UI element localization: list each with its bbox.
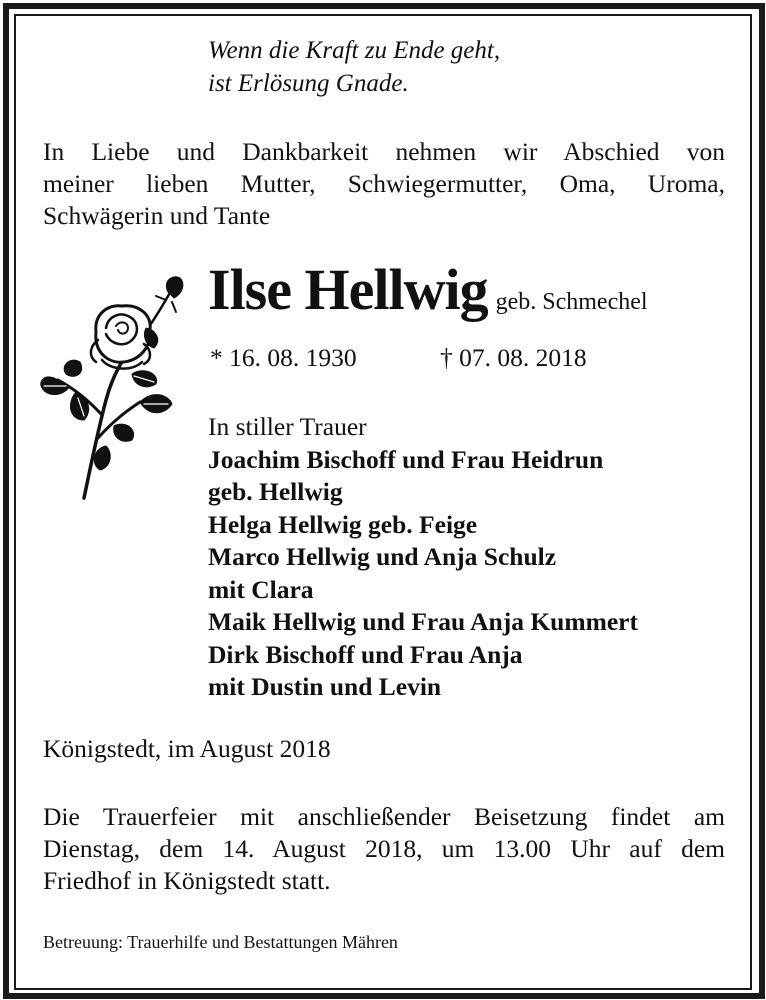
ceremony-line: Die Trauerfeier mit anschließender Beisetzung findet am: [43, 802, 725, 831]
ceremony-text: [43, 801, 725, 897]
deceased-name: Ilse Hellwig: [208, 257, 488, 322]
mourners-intro: In stiller Trauer: [208, 412, 367, 441]
ceremony-line: Dienstag, dem 14. August 2018, um 13.00 Uhr auf dem: [43, 834, 725, 863]
place-date: Königstedt, im August 2018: [43, 734, 331, 763]
motto: [208, 34, 500, 100]
death-date: † 07. 08. 2018: [440, 343, 587, 372]
mourner-line: Joachim Bischoff und Frau Heidrun: [208, 444, 604, 474]
maiden-name: geb. Schmechel: [495, 289, 648, 315]
motto-line: ist Erlösung Gnade.: [208, 70, 409, 97]
mourner-line: geb. Hellwig: [208, 477, 343, 506]
birth-date: * 16. 08. 1930: [210, 343, 357, 372]
rose-icon: [36, 270, 186, 502]
intro-text: [43, 136, 725, 232]
ceremony-line: Friedhof in Königstedt statt.: [43, 866, 331, 895]
intro-line: meiner lieben Mutter, Schwiegermutter, Oma, Uroma,: [43, 169, 725, 198]
mourner-line: mit Clara: [208, 574, 314, 604]
mourners-block: [208, 411, 638, 704]
deceased-name-row: [208, 256, 648, 323]
intro-line: In Liebe und Dankbarkeit nehmen wir Abschied von: [43, 137, 725, 166]
intro-line: Schwägerin und Tante: [43, 201, 271, 230]
motto-line: Wenn die Kraft zu Ende geht,: [208, 37, 501, 64]
funeral-home-credit: Betreuung: Trauerhilfe und Bestattungen Mähren: [43, 932, 398, 952]
mourner-line: mit Dustin und Levin: [208, 672, 442, 701]
mourner-line: Helga Hellwig geb. Feige: [208, 509, 478, 539]
mourner-line: Dirk Bischoff und Frau Anja: [208, 639, 523, 669]
mourner-line: Marco Hellwig und Anja Schulz: [208, 542, 557, 571]
mourner-line: Maik Hellwig und Frau Anja Kummert: [208, 607, 638, 636]
